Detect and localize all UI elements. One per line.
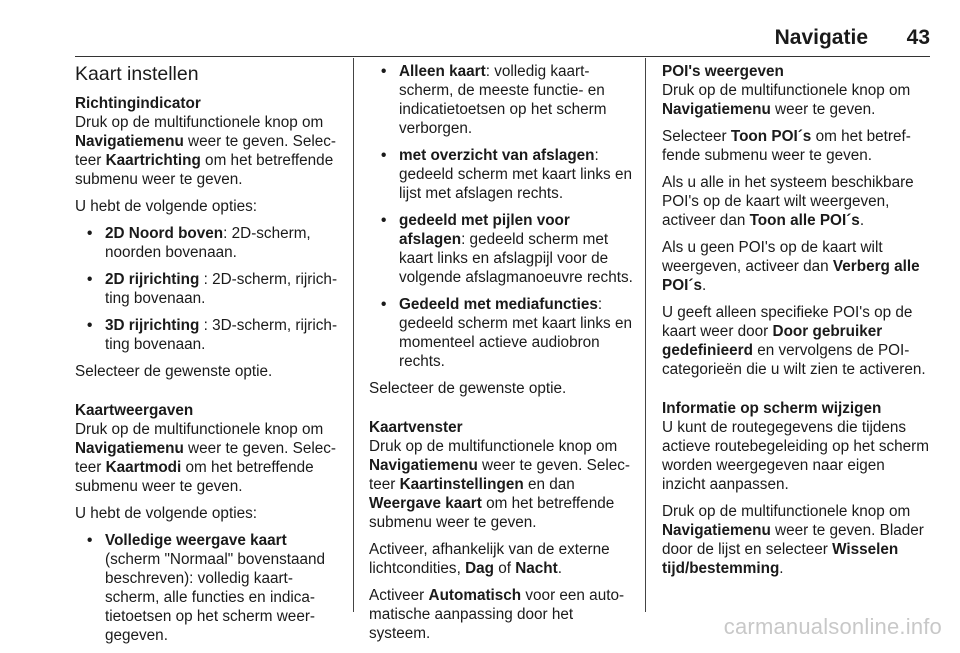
page-title: Navigatie: [774, 26, 868, 49]
paragraph: Druk op de multifunctionele knop om Navigatiemenu weer te geven. Blader door de lijst en selecteer Wisselen tijd/bestemming.: [662, 503, 924, 577]
paragraph: Selecteer Toon POI´s om het betreffende submenu weer te geven.: [662, 128, 911, 164]
section-informatie: [662, 399, 930, 578]
column-2: [369, 62, 633, 651]
page-number: 43: [906, 26, 930, 49]
paragraph: Druk op de multifunctionele knop om Navigatiemenu weer te geven. Selecteer Kaartmodi om het betreffende submenu weer te geven.: [75, 421, 337, 495]
paragraph: U hebt de volgende opties:: [75, 505, 257, 522]
paragraph: U geeft alleen specifieke POI's op de kaart weer door Door gebruiker gedefinieerd en vervolgens de POI-categorieën die u wilt zien te activeren.: [662, 304, 926, 378]
watermark-text: carmanualsonline.info: [723, 614, 942, 639]
paragraph: Selecteer de gewenste optie.: [75, 363, 273, 380]
list-item: • Gedeeld met mediafuncties: gedeeld scherm met kaart links en momenteel actieve audiobron rechts.: [381, 296, 632, 370]
paragraph: Activeer, afhankelijk van de externe lichtcondities, Dag of Nacht.: [369, 541, 610, 577]
option-list: [75, 531, 341, 645]
list-item: • met overzicht van afslagen: gedeeld scherm met kaart links en lijst met afslagen rechts.: [381, 147, 632, 202]
subsection-title: Kaartweergaven: [75, 402, 194, 419]
paragraph: Activeer Automatisch voor een automatische aanpassing door het systeem.: [369, 587, 625, 642]
column-3: [662, 62, 930, 586]
paragraph: Druk op de multifunctionele knop om Navigatiemenu weer te geven. Selecteer Kaartrichting om het betreffende submenu weer te geven.: [75, 114, 337, 188]
section-kaartweergaven: [75, 401, 341, 645]
column-divider: [645, 58, 646, 612]
list-item: • 2D Noord boven: 2D-scherm, noorden bovenaan.: [87, 225, 311, 261]
list-item: • gedeeld met pijlen voor afslagen: gedeeld scherm met kaart links en afslagpijl voor de volgende afslagmanoeuvre rechts.: [381, 212, 633, 286]
list-item: • Alleen kaart: volledig kaartscherm, de meeste functie- en indicatietoetsen op het scherm verborgen.: [381, 63, 607, 137]
section-kaartvenster: [369, 418, 633, 643]
paragraph: U hebt de volgende opties:: [75, 198, 257, 215]
paragraph: Als u alle in het systeem beschikbare POI's op de kaart wilt weergeven, activeer dan Toon alle POI´s.: [662, 174, 914, 229]
column-1: [75, 62, 341, 653]
column-divider: [353, 58, 354, 612]
subsection-title: Informatie op scherm wijzigen: [662, 400, 882, 417]
paragraph: Druk op de multifunctionele knop om Navigatiemenu weer te geven.: [662, 82, 911, 118]
paragraph: Druk op de multifunctionele knop om Navigatiemenu weer te geven. Selecteer Kaartinstellingen en dan Weergave kaart om het betreffende submenu weer te geven.: [369, 438, 631, 531]
option-list: [75, 224, 341, 354]
page-header: [75, 26, 930, 52]
subsection-title: Richtingindicator: [75, 95, 201, 112]
subsection-title: Kaartvenster: [369, 419, 463, 436]
list-item: • 2D rijrichting : 2D-scherm, rijrichting bovenaan.: [87, 271, 338, 307]
subsection-title: POI's weergeven: [662, 63, 784, 80]
list-item: • 3D rijrichting : 3D-scherm, rijrichting bovenaan.: [87, 317, 338, 353]
paragraph: U kunt de routegegevens die tijdens actieve routebegeleiding op het scherm worden weergegeven naar eigen inzicht aanpassen.: [662, 419, 930, 493]
option-list: [369, 62, 633, 371]
header-rule: [75, 56, 930, 57]
paragraph: Selecteer de gewenste optie.: [369, 380, 567, 397]
section-heading: Kaart instellen: [75, 63, 199, 85]
paragraph: Als u geen POI's op de kaart wilt weergeven, activeer dan Verberg alle POI´s.: [662, 239, 920, 294]
list-item: • Volledige weergave kaart (scherm "Normaal" bovenstaand beschreven): volledig kaartscherm, alle functies en indicatietoetsen op het scherm weergegeven.: [87, 532, 326, 644]
